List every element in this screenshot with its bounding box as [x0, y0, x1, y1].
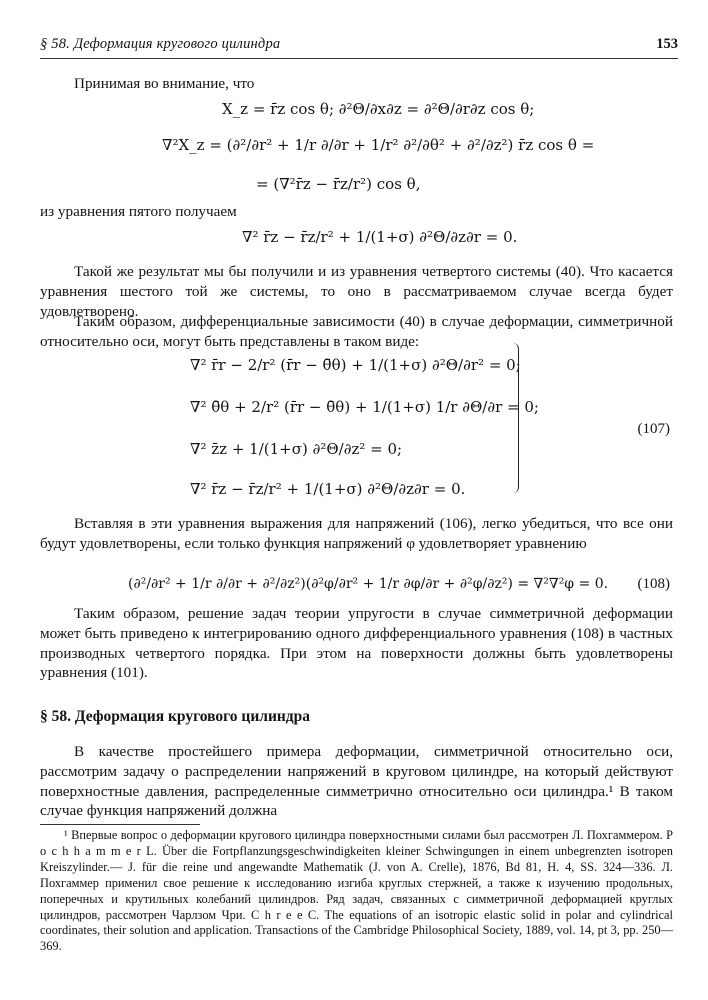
- paragraph-intro: Принимая во внимание, что: [74, 75, 255, 92]
- system-eq-thetatheta: ∇² θ̄θ + 2/r² (r̄r − θ̄θ) + 1/(1+σ) 1/r ∂Θ/∂r = 0;: [190, 398, 539, 416]
- equation-fifth: ∇² r̄z − r̄z/r² + 1/(1+σ) ∂²Θ/∂z∂r = 0.: [242, 228, 518, 246]
- equation-biharmonic: (∂²/∂r² + 1/r ∂/∂r + ∂²/∂z²)(∂²φ/∂r² + 1/r ∂φ/∂r + ∂²φ/∂z²) = ∇²∇²φ = 0.: [128, 576, 609, 592]
- paragraph-section-intro: В качестве простейшего примера деформации, симметричной относительно оси, рассмотрим задачу о распределении напряжений в круговом цилиндре, на который действуют поверхностные давления, распределенные симметрично относительно оси цилиндра.¹ В таком случае функция напряжений должна: [40, 743, 673, 820]
- system-brace: [512, 343, 519, 493]
- paragraph-fourth-sixth: Такой же результат мы бы получили и из уравнения четвертого системы (40). Что касается уравнения шестого той же системы, то оно в рассматриваемом случае всегда будет удовлетворено.: [40, 263, 673, 320]
- footnote: ¹ Впервые вопрос о деформации кругового цилиндра поверхностными силами был рассмотрен Л. Похгаммером. P o c h h a m m e r L. Über die Fortpflanzungsgeschwindigkeiten kleiner Schwingungen in einem unbegrenzten isotropen Kreiszylinder.— J. für die reine und angewandte Mathematik (J. von A. Crelle), 1876, Bd 81, H. 4, SS. 324—336. Л. Похгаммер применил свое решение к исследованию изгиба круглых стержней, а также к изучению продольных, поперечных и крутильных колебаний цилиндров. Ряд задач, связанных с симметричной деформацией круглых цилиндров, рассмотрен Чарлзом Чри. C h r e e C. The equations of an isotropic elastic solid in polar and cylindrical coordinates, their solution and application. Transactions of the Cambridge Philosophical Society, 1889, vol. 14, pt 3, pp. 250—369.: [40, 828, 673, 954]
- system-eq-rz: ∇² r̄z − r̄z/r² + 1/(1+σ) ∂²Θ/∂z∂r = 0.: [190, 480, 466, 498]
- paragraph-substitution: Вставляя в эти уравнения выражения для напряжений (106), легко убедиться, что все они будут удовлетворены, если только функция напряжений φ удовлетворяет уравнению: [40, 515, 673, 552]
- section-heading: § 58. Деформация кругового цилиндра: [40, 708, 311, 725]
- equation-laplacian-xz: ∇²X_z = (∂²/∂r² + 1/r ∂/∂r + 1/r² ∂²/∂θ² + ∂²/∂z²) r̄z cos θ =: [162, 136, 595, 154]
- equation-number-108: (108): [637, 576, 670, 592]
- paragraph-conclusion: Таким образом, решение задач теории упругости в случае симметричной деформации может быть приведено к интегрированию одного дифференциального уравнения (108) в частных производных четвертого порядка. При этом на поверхности должны быть удовлетворены уравнения (101).: [40, 605, 673, 682]
- equation-xz: X_z = r̄z cos θ; ∂²Θ/∂x∂z = ∂²Θ/∂r∂z cos θ;: [222, 100, 535, 118]
- page-number: 153: [656, 36, 678, 52]
- running-header: [40, 36, 678, 53]
- footnote-rule: [40, 824, 200, 825]
- system-eq-zz: ∇² z̄z + 1/(1+σ) ∂²Θ/∂z² = 0;: [190, 440, 403, 458]
- equation-number-107: (107): [637, 421, 670, 437]
- running-title: § 58. Деформация кругового цилиндра: [40, 36, 281, 52]
- paragraph-fifth: из уравнения пятого получаем: [40, 203, 237, 220]
- paragraph-differential: Таким образом, дифференциальные зависимости (40) в случае деформации, симметричной относительно оси, могут быть представлены в таком виде:: [40, 313, 673, 350]
- equation-laplacian-result: = (∇²r̄z − r̄z/r²) cos θ,: [256, 175, 421, 193]
- system-eq-rr: ∇² r̄r − 2/r² (r̄r − θ̄θ) + 1/(1+σ) ∂²Θ/∂r² = 0;: [190, 356, 521, 374]
- header-rule: [40, 58, 678, 59]
